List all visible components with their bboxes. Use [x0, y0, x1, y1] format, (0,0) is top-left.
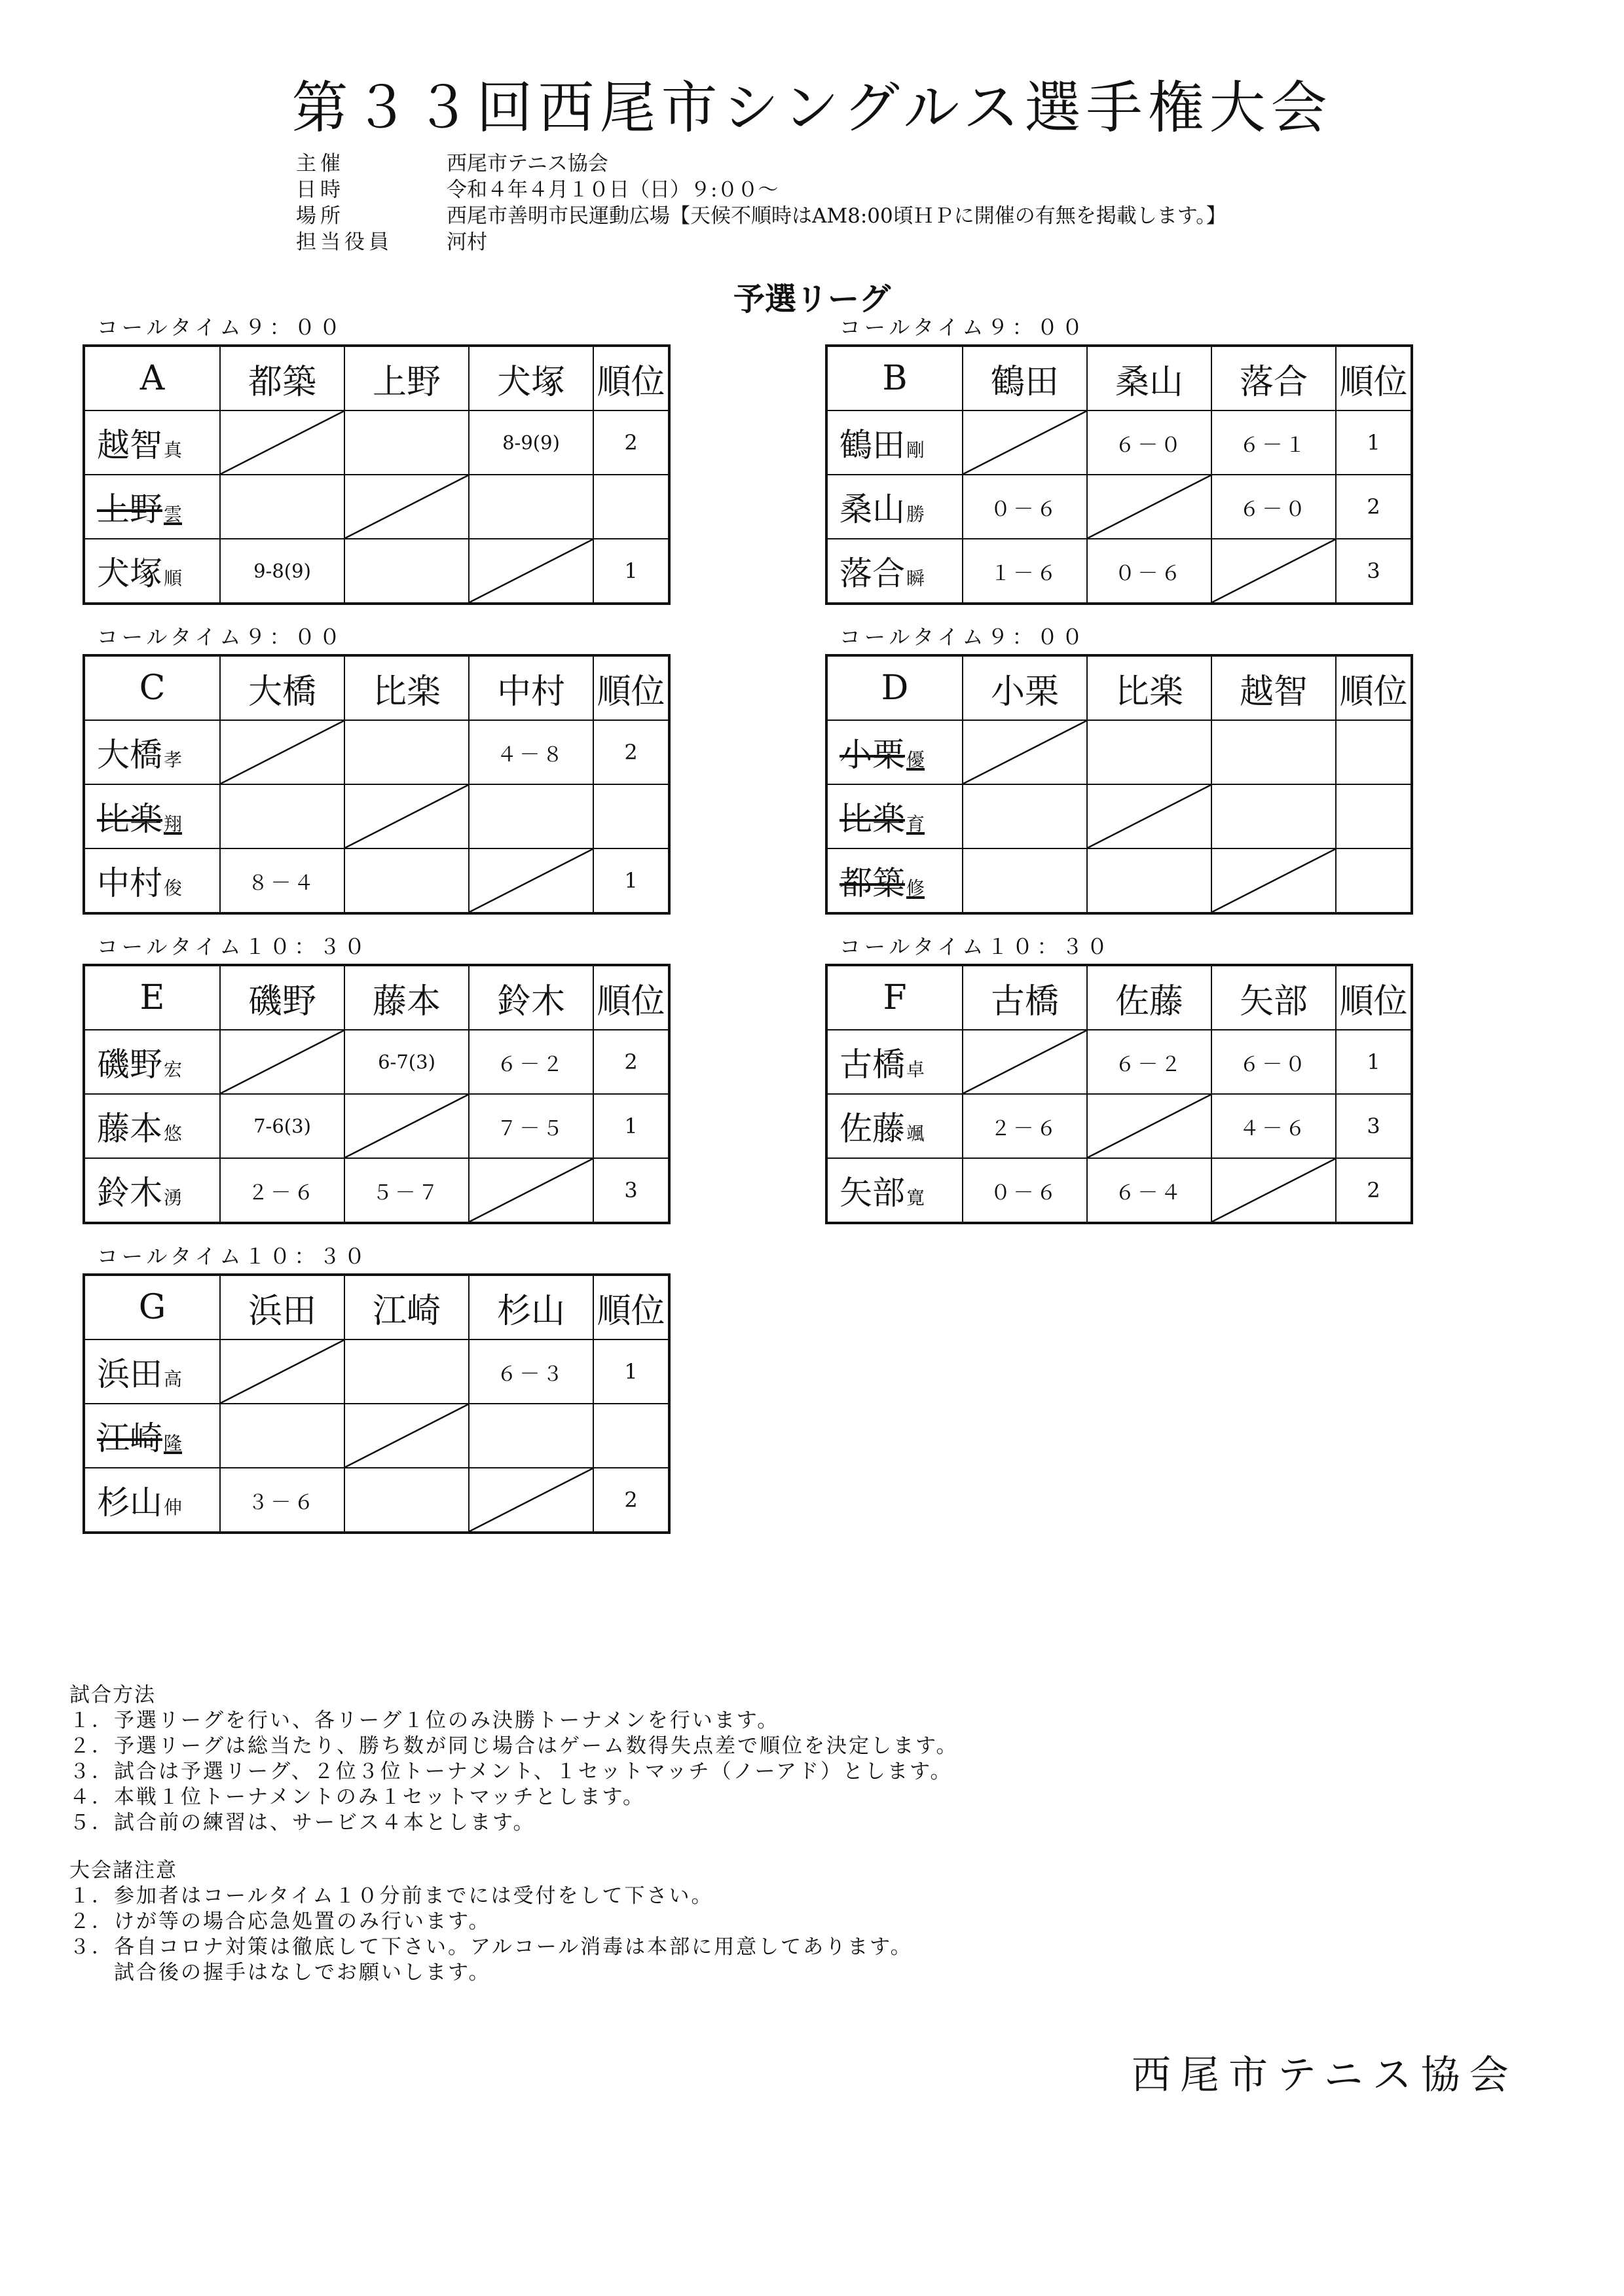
- info-value: 西尾市善明市民運動広場【天候不順時はAM8:00頃ＨＰに開催の有無を掲載します。】: [447, 204, 1227, 228]
- league-label: D: [826, 655, 963, 720]
- self-match-cell: [1211, 1158, 1336, 1223]
- self-match-cell: [220, 410, 344, 475]
- player-name: [826, 539, 963, 604]
- rank-cell: [1336, 784, 1412, 848]
- self-match-cell: [220, 720, 344, 784]
- league-label: F: [826, 965, 963, 1030]
- info-value: 河村: [447, 230, 487, 254]
- opponent-header: 小栗: [963, 655, 1087, 720]
- score-cell: ６－１: [1211, 410, 1336, 475]
- league-F: [825, 934, 1411, 1224]
- player-family-name: 比楽: [97, 800, 162, 838]
- player-given-name: 湧: [164, 1187, 183, 1209]
- score-cell: [963, 784, 1087, 848]
- player-family-name: 犬塚: [97, 555, 162, 592]
- call-time: コールタイム９：００: [840, 315, 1087, 340]
- score-cell: [469, 1404, 593, 1468]
- notes-item: ３．各自コロナ対策は徹底して下さい。アルコール消毒は本部に用意してあります。: [69, 1935, 913, 1959]
- self-match-cell: [344, 1094, 469, 1158]
- info-label: 日時: [296, 178, 344, 202]
- rank-cell: 1: [593, 848, 669, 913]
- score-cell: [344, 848, 469, 913]
- info-label: 担当役員: [296, 230, 393, 254]
- call-time: コールタイム１０：３０: [97, 934, 369, 959]
- player-family-name: 江崎: [97, 1419, 162, 1457]
- opponent-header: 比楽: [344, 655, 469, 720]
- player-given-name: 宏: [164, 1059, 183, 1080]
- league-label: G: [84, 1275, 220, 1339]
- player-name: [84, 784, 220, 848]
- score-cell: ６－２: [1087, 1030, 1211, 1094]
- player-family-name: 越智: [97, 426, 162, 464]
- self-match-cell: [1087, 784, 1211, 848]
- opponent-header: 佐藤: [1087, 965, 1211, 1030]
- self-match-cell: [1087, 1094, 1211, 1158]
- footer-organizer: 西尾市テニス協会: [1132, 2052, 1518, 2098]
- score-cell: ０－６: [963, 1158, 1087, 1223]
- rank-cell: 1: [1336, 410, 1412, 475]
- player-family-name: 鶴田: [840, 426, 905, 464]
- header-row: [84, 1275, 669, 1339]
- rank-cell: 1: [593, 1339, 669, 1404]
- league-table: [83, 654, 671, 915]
- self-match-cell: [220, 1030, 344, 1094]
- match-method: [69, 1683, 959, 1836]
- player-family-name: 比楽: [840, 800, 905, 838]
- player-row: [826, 475, 1412, 539]
- header-row: [826, 965, 1412, 1030]
- player-name: [84, 720, 220, 784]
- league-label: C: [84, 655, 220, 720]
- league-A: [83, 314, 668, 605]
- player-row: [826, 1094, 1412, 1158]
- call-time: コールタイム９：００: [97, 315, 344, 340]
- player-row: [84, 1339, 669, 1404]
- opponent-header: 桑山: [1087, 346, 1211, 410]
- player-family-name: 藤本: [97, 1110, 162, 1148]
- score-cell: ５－７: [344, 1158, 469, 1223]
- opponent-header: 中村: [469, 655, 593, 720]
- score-cell: [344, 720, 469, 784]
- player-family-name: 落合: [840, 555, 905, 592]
- rank-cell: [593, 1404, 669, 1468]
- rank-header: 順位: [1336, 346, 1412, 410]
- player-name: [826, 848, 963, 913]
- player-name: [826, 720, 963, 784]
- player-name: [84, 539, 220, 604]
- player-given-name: 寛: [906, 1187, 925, 1209]
- player-name: [826, 1094, 963, 1158]
- self-match-cell: [1211, 539, 1336, 604]
- self-match-cell: [469, 1158, 593, 1223]
- self-match-cell: [469, 1468, 593, 1533]
- league-label: E: [84, 965, 220, 1030]
- score-cell: ７－５: [469, 1094, 593, 1158]
- opponent-header: 上野: [344, 346, 469, 410]
- rank-header: 順位: [1336, 655, 1412, 720]
- info-row-organizer: [296, 151, 1227, 177]
- player-name: [84, 848, 220, 913]
- notes-item: １．参加者はコールタイム１０分前までには受付をして下さい。: [69, 1884, 714, 1908]
- call-time: コールタイム１０：３０: [97, 1244, 369, 1269]
- info-label: 主催: [296, 152, 344, 175]
- method-item: １．予選リーグを行い、各リーグ１位のみ決勝トーナメンを行います。: [69, 1709, 780, 1732]
- rank-cell: 2: [593, 1030, 669, 1094]
- event-info: [296, 151, 1227, 255]
- opponent-header: 越智: [1211, 655, 1336, 720]
- score-cell: 8-9(9): [469, 410, 593, 475]
- score-cell: [344, 410, 469, 475]
- method-heading: 試合方法: [69, 1683, 156, 1707]
- player-family-name: 矢部: [840, 1174, 905, 1212]
- score-cell: ４－６: [1211, 1094, 1336, 1158]
- score-cell: ６－０: [1211, 1030, 1336, 1094]
- self-match-cell: [344, 784, 469, 848]
- rank-cell: 2: [593, 410, 669, 475]
- opponent-header: 犬塚: [469, 346, 593, 410]
- player-name: [84, 410, 220, 475]
- info-value: 令和４年４月１０日（日）９:００～: [447, 178, 779, 202]
- score-cell: ０－６: [1087, 539, 1211, 604]
- player-row: [84, 1468, 669, 1533]
- rank-cell: 1: [593, 1094, 669, 1158]
- player-name: [84, 475, 220, 539]
- score-cell: [1087, 720, 1211, 784]
- score-cell: ６－０: [1087, 410, 1211, 475]
- score-cell: [220, 1404, 344, 1468]
- player-row: [84, 848, 669, 913]
- player-row: [84, 784, 669, 848]
- score-cell: [469, 475, 593, 539]
- score-cell: 7-6(3): [220, 1094, 344, 1158]
- self-match-cell: [220, 1339, 344, 1404]
- header-row: [84, 346, 669, 410]
- info-row-officer: [296, 229, 1227, 255]
- score-cell: ２－６: [963, 1094, 1087, 1158]
- player-name: [84, 1094, 220, 1158]
- player-family-name: 佐藤: [840, 1110, 905, 1148]
- score-cell: ２－６: [220, 1158, 344, 1223]
- score-cell: ６－３: [469, 1339, 593, 1404]
- league-table: [83, 1273, 671, 1534]
- player-family-name: 磯野: [97, 1046, 162, 1084]
- section-title: 予選リーグ: [733, 281, 891, 318]
- player-given-name: 卓: [906, 1059, 925, 1080]
- opponent-header: 大橋: [220, 655, 344, 720]
- method-item: ４．本戦１位トーナメントのみ１セットマッチとします。: [69, 1785, 646, 1809]
- score-cell: １－６: [963, 539, 1087, 604]
- opponent-header: 江崎: [344, 1275, 469, 1339]
- player-row: [826, 1030, 1412, 1094]
- score-cell: [344, 539, 469, 604]
- score-cell: ４－８: [469, 720, 593, 784]
- call-time: コールタイム９：００: [97, 625, 344, 649]
- header-row: [84, 965, 669, 1030]
- header-row: [84, 655, 669, 720]
- self-match-cell: [344, 1404, 469, 1468]
- player-given-name: 育: [906, 813, 925, 835]
- rank-header: 順位: [593, 346, 669, 410]
- league-D: [825, 624, 1411, 915]
- player-family-name: 小栗: [840, 736, 905, 774]
- player-given-name: 剛: [906, 439, 925, 461]
- score-cell: [220, 475, 344, 539]
- opponent-header: 鈴木: [469, 965, 593, 1030]
- player-given-name: 孝: [164, 749, 183, 771]
- player-given-name: 勝: [906, 503, 925, 525]
- score-cell: [963, 848, 1087, 913]
- player-row: [84, 1404, 669, 1468]
- league-table: [825, 964, 1413, 1224]
- header-row: [826, 346, 1412, 410]
- rank-cell: 2: [1336, 1158, 1412, 1223]
- page-title: 第３３回西尾市シングルス選手権大会: [291, 75, 1333, 141]
- rank-header: 順位: [593, 965, 669, 1030]
- player-name: [84, 1158, 220, 1223]
- score-cell: ６－２: [469, 1030, 593, 1094]
- self-match-cell: [1087, 475, 1211, 539]
- score-cell: ６－０: [1211, 475, 1336, 539]
- player-name: [826, 1030, 963, 1094]
- method-item: ２．予選リーグは総当たり、勝ち数が同じ場合はゲーム数得失点差で順位を決定します。: [69, 1734, 959, 1758]
- player-given-name: 瞬: [906, 568, 925, 589]
- player-row: [84, 720, 669, 784]
- score-cell: ８－４: [220, 848, 344, 913]
- league-G: [83, 1243, 668, 1534]
- player-name: [826, 475, 963, 539]
- notes-item: 試合後の握手はなしでお願いします。: [69, 1961, 491, 1984]
- rank-cell: [1336, 848, 1412, 913]
- info-value: 西尾市テニス協会: [447, 152, 608, 175]
- player-row: [826, 848, 1412, 913]
- self-match-cell: [1211, 848, 1336, 913]
- player-given-name: 雲: [164, 503, 183, 525]
- league-C: [83, 624, 668, 915]
- league-table: [83, 964, 671, 1224]
- player-name: [826, 784, 963, 848]
- opponent-header: 落合: [1211, 346, 1336, 410]
- notes-heading: 大会諸注意: [69, 1859, 177, 1882]
- self-match-cell: [469, 848, 593, 913]
- player-row: [84, 410, 669, 475]
- player-row: [826, 1158, 1412, 1223]
- score-cell: [220, 784, 344, 848]
- player-row: [84, 475, 669, 539]
- opponent-header: 杉山: [469, 1275, 593, 1339]
- rank-cell: [1336, 720, 1412, 784]
- self-match-cell: [344, 475, 469, 539]
- score-cell: [1211, 784, 1336, 848]
- player-row: [826, 720, 1412, 784]
- player-given-name: 伸: [164, 1497, 183, 1518]
- player-family-name: 桑山: [840, 490, 905, 528]
- player-given-name: 颯: [906, 1123, 925, 1144]
- player-given-name: 修: [906, 877, 925, 899]
- score-cell: ０－６: [963, 475, 1087, 539]
- player-row: [84, 1158, 669, 1223]
- opponent-header: 藤本: [344, 965, 469, 1030]
- score-cell: [1087, 848, 1211, 913]
- rank-cell: 2: [593, 720, 669, 784]
- score-cell: [1211, 720, 1336, 784]
- player-family-name: 上野: [97, 490, 162, 528]
- rank-cell: 2: [1336, 475, 1412, 539]
- league-table: [825, 344, 1413, 605]
- rank-cell: 3: [1336, 1094, 1412, 1158]
- info-label: 場所: [296, 204, 344, 228]
- score-cell: 6-7(3): [344, 1030, 469, 1094]
- player-name: [84, 1030, 220, 1094]
- info-row-venue: [296, 203, 1227, 229]
- opponent-header: 浜田: [220, 1275, 344, 1339]
- call-time: コールタイム９：００: [840, 625, 1087, 649]
- info-row-date: [296, 177, 1227, 203]
- notes-item: ２．けが等の場合応急処置のみ行います。: [69, 1910, 491, 1933]
- player-family-name: 浜田: [97, 1355, 162, 1393]
- league-E: [83, 934, 668, 1224]
- rank-cell: [593, 784, 669, 848]
- player-family-name: 都築: [840, 864, 905, 902]
- self-match-cell: [469, 539, 593, 604]
- score-cell: 9-8(9): [220, 539, 344, 604]
- player-row: [84, 1094, 669, 1158]
- opponent-header: 鶴田: [963, 346, 1087, 410]
- self-match-cell: [963, 720, 1087, 784]
- score-cell: [469, 784, 593, 848]
- rank-header: 順位: [1336, 965, 1412, 1030]
- player-name: [84, 1468, 220, 1533]
- player-row: [84, 1030, 669, 1094]
- player-name: [826, 1158, 963, 1223]
- opponent-header: 矢部: [1211, 965, 1336, 1030]
- self-match-cell: [963, 1030, 1087, 1094]
- rank-cell: 2: [593, 1468, 669, 1533]
- tournament-notes: [69, 1858, 913, 1986]
- opponent-header: 都築: [220, 346, 344, 410]
- player-given-name: 高: [164, 1368, 183, 1390]
- rank-cell: 1: [1336, 1030, 1412, 1094]
- player-given-name: 俊: [164, 877, 183, 899]
- opponent-header: 磯野: [220, 965, 344, 1030]
- method-item: ３．試合は予選リーグ、２位３位トーナメント、１セットマッチ（ノーアド）とします。: [69, 1760, 953, 1783]
- league-table: [825, 654, 1413, 915]
- player-family-name: 古橋: [840, 1046, 905, 1084]
- league-B: [825, 314, 1411, 605]
- opponent-header: 古橋: [963, 965, 1087, 1030]
- player-row: [826, 410, 1412, 475]
- player-name: [826, 410, 963, 475]
- rank-header: 順位: [593, 1275, 669, 1339]
- score-cell: [344, 1468, 469, 1533]
- player-row: [826, 539, 1412, 604]
- score-cell: [344, 1339, 469, 1404]
- opponent-header: 比楽: [1087, 655, 1211, 720]
- call-time: コールタイム１０：３０: [840, 934, 1112, 959]
- player-given-name: 真: [164, 439, 183, 461]
- method-item: ５．試合前の練習は、サービス４本とします。: [69, 1811, 536, 1834]
- rank-cell: 3: [1336, 539, 1412, 604]
- player-name: [84, 1339, 220, 1404]
- player-family-name: 鈴木: [97, 1174, 162, 1212]
- rank-cell: 1: [593, 539, 669, 604]
- player-row: [84, 539, 669, 604]
- self-match-cell: [963, 410, 1087, 475]
- league-label: B: [826, 346, 963, 410]
- player-given-name: 隆: [164, 1432, 183, 1454]
- league-label: A: [84, 346, 220, 410]
- player-family-name: 中村: [97, 864, 162, 902]
- player-given-name: 順: [164, 568, 183, 589]
- player-given-name: 翔: [164, 813, 183, 835]
- player-given-name: 悠: [164, 1123, 183, 1144]
- league-table: [83, 344, 671, 605]
- player-family-name: 大橋: [97, 736, 162, 774]
- rank-cell: [593, 475, 669, 539]
- header-row: [826, 655, 1412, 720]
- score-cell: ６－４: [1087, 1158, 1211, 1223]
- player-given-name: 優: [906, 749, 925, 771]
- rank-cell: 3: [593, 1158, 669, 1223]
- rank-header: 順位: [593, 655, 669, 720]
- player-name: [84, 1404, 220, 1468]
- player-family-name: 杉山: [97, 1484, 162, 1522]
- player-row: [826, 784, 1412, 848]
- score-cell: ３－６: [220, 1468, 344, 1533]
